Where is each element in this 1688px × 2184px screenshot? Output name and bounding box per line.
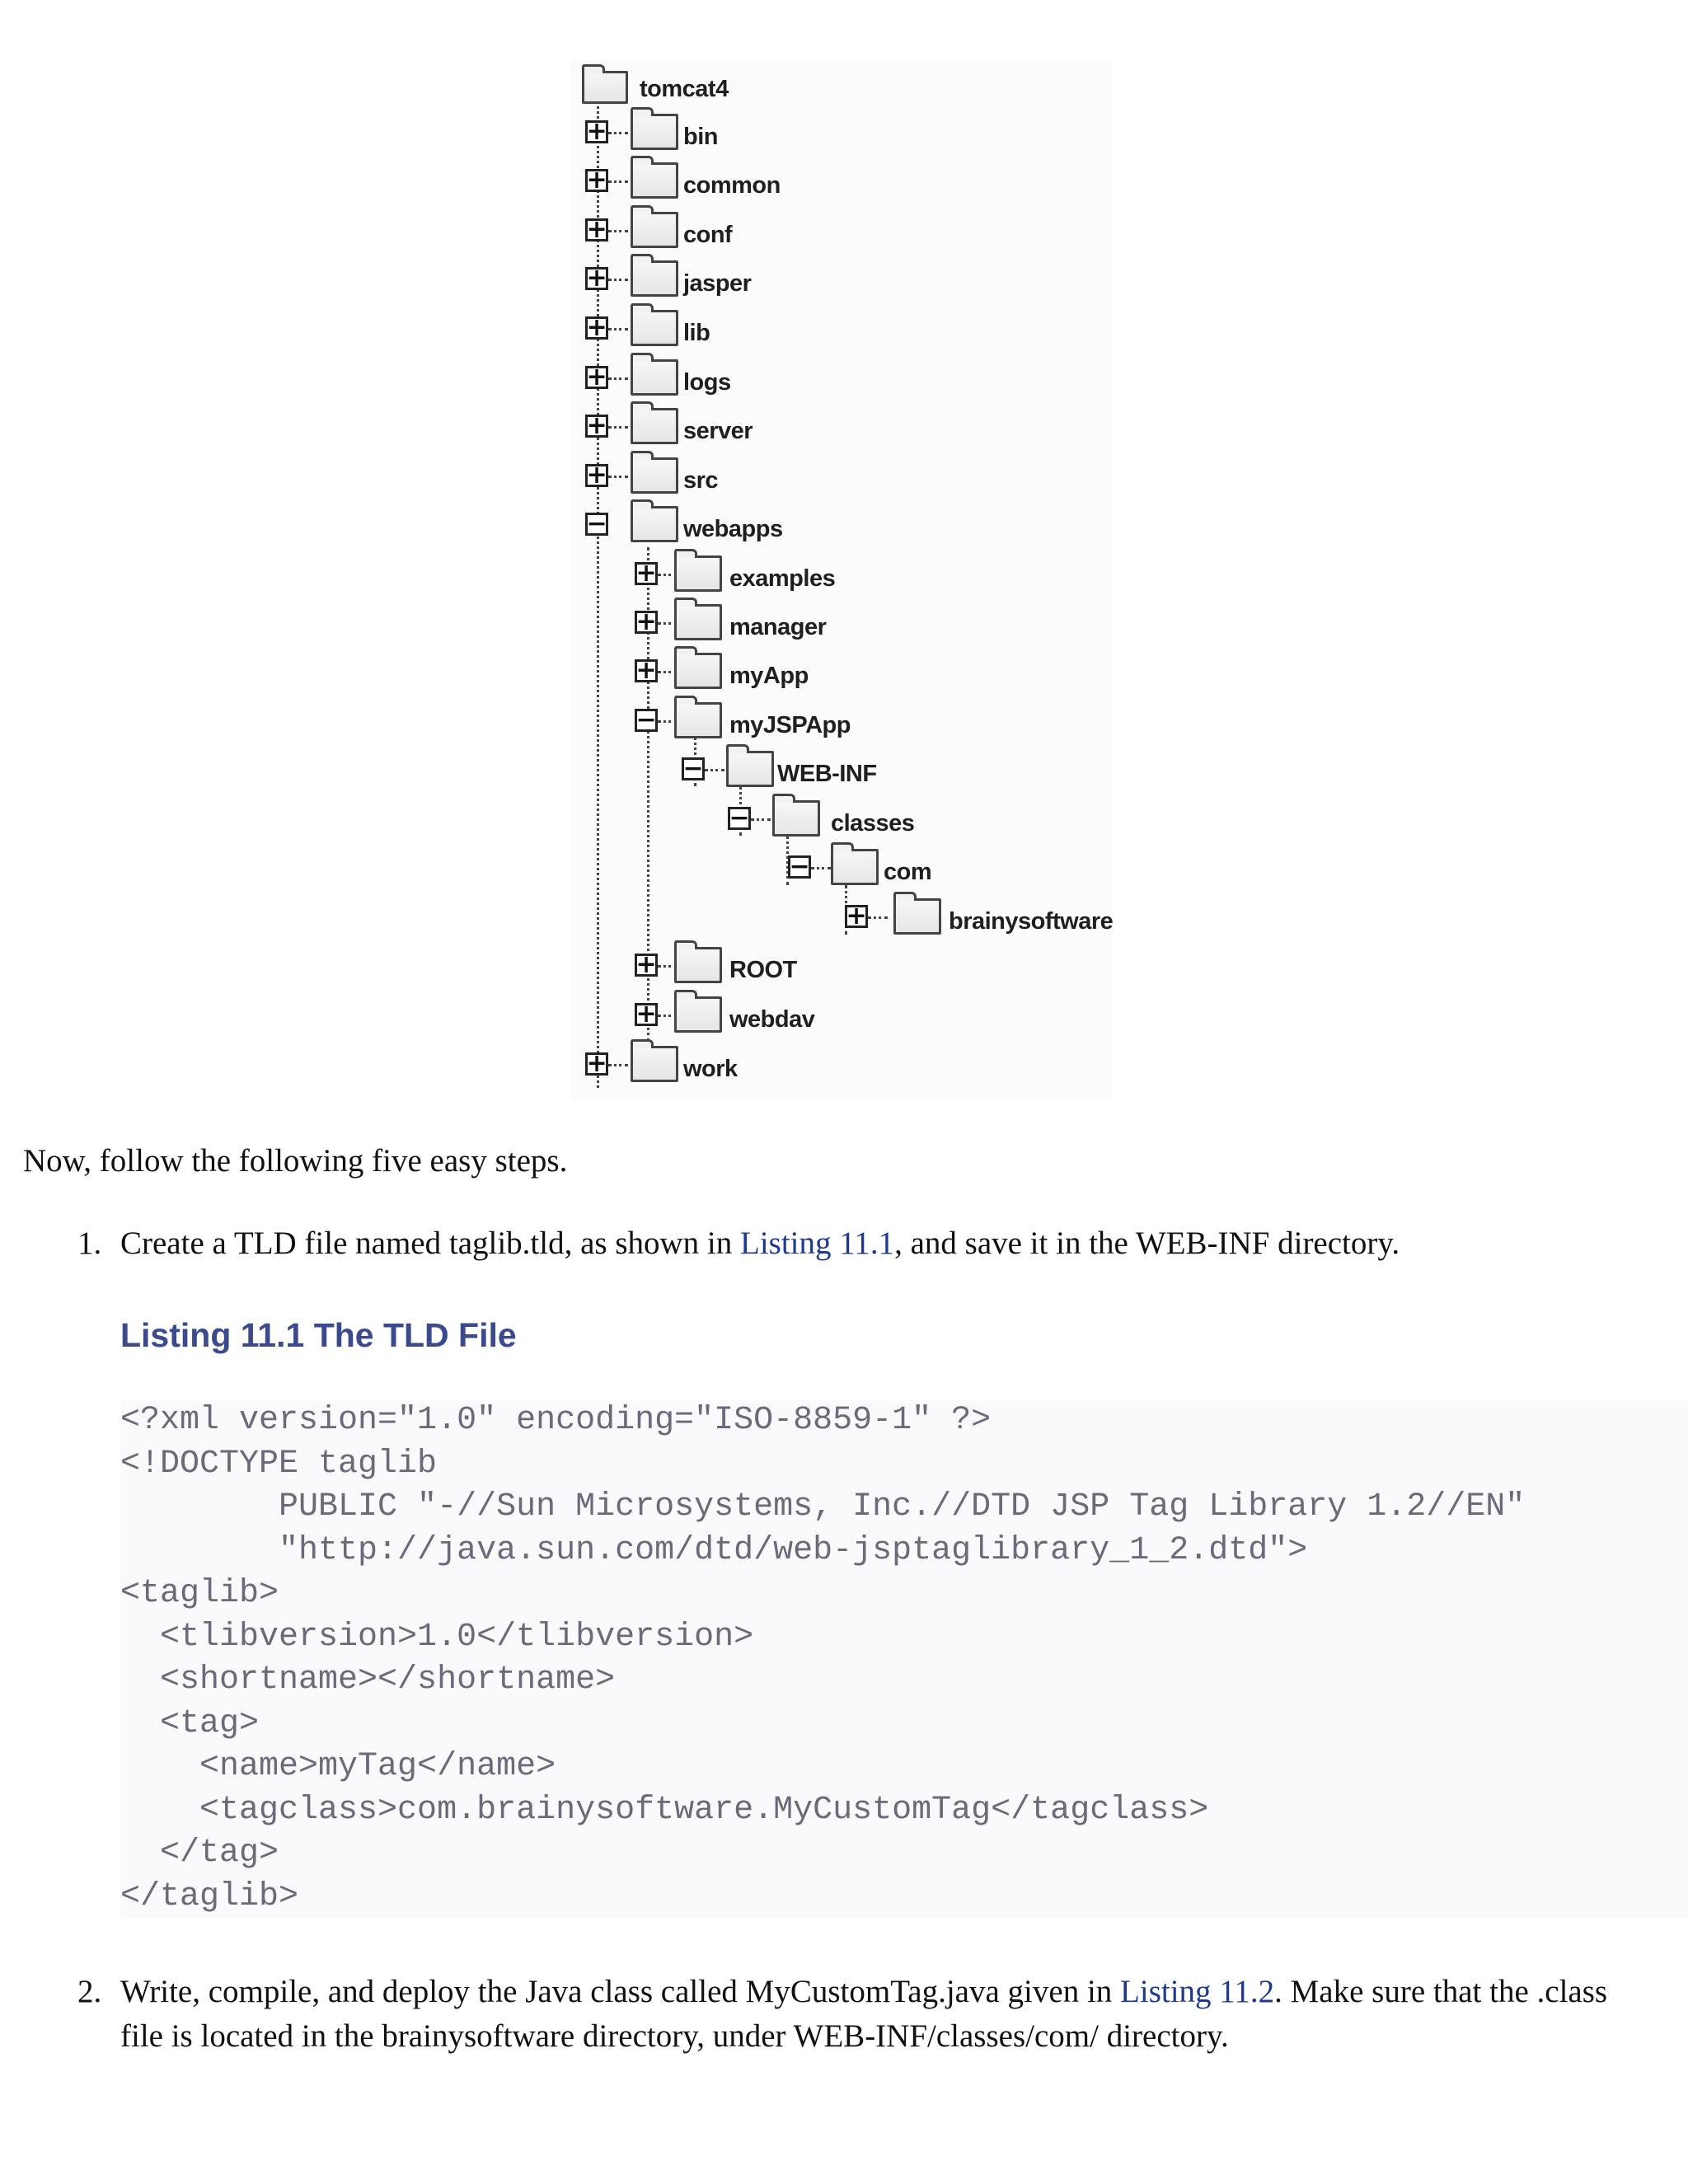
folder-icon	[726, 751, 774, 787]
folder-icon	[674, 947, 722, 983]
listing-11-1-link[interactable]: Listing 11.1	[740, 1226, 895, 1261]
folder-icon	[631, 1046, 678, 1082]
folder-icon	[831, 849, 879, 885]
tree-item-label[interactable]: ROOT	[729, 957, 797, 983]
collapse-toggle-icon[interactable]: −	[789, 852, 810, 881]
tree-item-label[interactable]: jasper	[683, 270, 752, 297]
tree-item-label[interactable]: brainysoftware	[949, 908, 1114, 935]
folder-icon	[631, 114, 678, 150]
step-text	[120, 1970, 1653, 2059]
expand-toggle-icon[interactable]: +	[586, 215, 607, 244]
expand-toggle-icon[interactable]: +	[586, 117, 607, 146]
intro-paragraph: Now, follow the following five easy steps.	[23, 1143, 568, 1179]
folder-icon	[631, 408, 678, 444]
tree-item-label[interactable]: classes	[831, 810, 915, 837]
expand-toggle-icon[interactable]: +	[586, 461, 607, 490]
tree-item-label[interactable]: webapps	[683, 516, 783, 542]
step-number: 1.	[77, 1226, 102, 1261]
expand-toggle-icon[interactable]: +	[586, 411, 607, 440]
tree-item-label[interactable]: webdav	[729, 1006, 815, 1033]
expand-toggle-icon[interactable]: +	[635, 1000, 657, 1029]
listing-11-2-link[interactable]: Listing 11.2	[1120, 1974, 1275, 2009]
collapse-toggle-icon[interactable]: −	[729, 804, 750, 832]
expand-toggle-icon[interactable]: +	[635, 559, 657, 588]
folder-icon	[674, 604, 722, 640]
tree-item-label[interactable]: myJSPApp	[729, 712, 851, 738]
folder-icon	[893, 898, 941, 935]
folder-icon	[631, 359, 678, 396]
expand-toggle-icon[interactable]: +	[586, 1049, 607, 1078]
tree-item-label[interactable]: myApp	[729, 663, 809, 689]
expand-toggle-icon[interactable]: +	[586, 166, 607, 194]
step-text-after: . Make sure that the .class file is located in the brainysoftware directory, under WEB-INF/classes/com/ directory.	[120, 1974, 1608, 2054]
folder-icon	[631, 162, 678, 199]
expand-toggle-icon[interactable]: +	[846, 902, 867, 930]
step-text-before: Write, compile, and deploy the Java class called MyCustomTag.java given in	[120, 1974, 1121, 2009]
tree-item-label[interactable]: com	[884, 859, 932, 885]
collapse-toggle-icon[interactable]: −	[586, 509, 607, 538]
step-text-before: Create a TLD file named taglib.tld, as shown in	[120, 1226, 741, 1261]
tree-connector	[597, 96, 599, 1088]
directory-tree-figure	[570, 61, 1113, 1101]
listing-title: Listing 11.1 The TLD File	[120, 1316, 517, 1354]
step-number: 2.	[77, 1974, 102, 2009]
folder-icon	[674, 653, 722, 689]
tree-item-label[interactable]: common	[683, 172, 781, 199]
expand-toggle-icon[interactable]: +	[586, 313, 607, 342]
step-text-after: , and save it in the WEB-INF directory.	[894, 1226, 1400, 1261]
folder-icon	[582, 71, 628, 104]
folder-icon	[631, 212, 678, 248]
tree-item-label[interactable]: WEB-INF	[777, 761, 877, 787]
tree-item-label[interactable]: logs	[683, 369, 731, 396]
expand-toggle-icon[interactable]: +	[635, 656, 657, 685]
folder-icon	[674, 702, 722, 738]
tree-item-label[interactable]: bin	[683, 124, 718, 150]
expand-toggle-icon[interactable]: +	[635, 607, 657, 636]
tree-item-label[interactable]: work	[683, 1056, 738, 1082]
expand-toggle-icon[interactable]: +	[586, 264, 607, 293]
tree-item-label[interactable]: lib	[683, 320, 710, 346]
folder-icon	[631, 457, 678, 494]
folder-icon	[631, 260, 678, 297]
tree-root-label: tomcat4	[640, 76, 729, 102]
tree-item-label[interactable]: src	[683, 467, 719, 494]
tree-item-label[interactable]: examples	[729, 565, 836, 592]
step-text	[120, 1221, 1653, 1266]
code-listing: <?xml version="1.0" encoding="ISO-8859-1" ?> <!DOCTYPE taglib PUBLIC "-//Sun Microsystems, Inc.//DTD JSP Tag Library 1.2//EN" "http://java.sun.com/dtd/web-jsptaglibrary_1_2.dtd"> <taglib> <tlibversion>1.0</tlibversion> <shortname></shortname> <tag> <name>myTag</name> <tagclass>com.brainysoftware.MyCustomTag</tagclass> </tag> </taglib>	[120, 1399, 1688, 1919]
expand-toggle-icon[interactable]: +	[635, 950, 657, 979]
tree-item-label[interactable]: conf	[683, 222, 733, 248]
folder-icon	[674, 555, 722, 592]
collapse-toggle-icon[interactable]: −	[682, 754, 704, 783]
tree-item-label[interactable]: manager	[729, 614, 827, 640]
folder-icon	[631, 506, 678, 542]
tree-item-label[interactable]: server	[683, 418, 753, 444]
folder-icon	[631, 310, 678, 346]
folder-icon	[772, 800, 820, 837]
expand-toggle-icon[interactable]: +	[586, 363, 607, 391]
collapse-toggle-icon[interactable]: −	[635, 705, 657, 734]
folder-icon	[674, 996, 722, 1033]
